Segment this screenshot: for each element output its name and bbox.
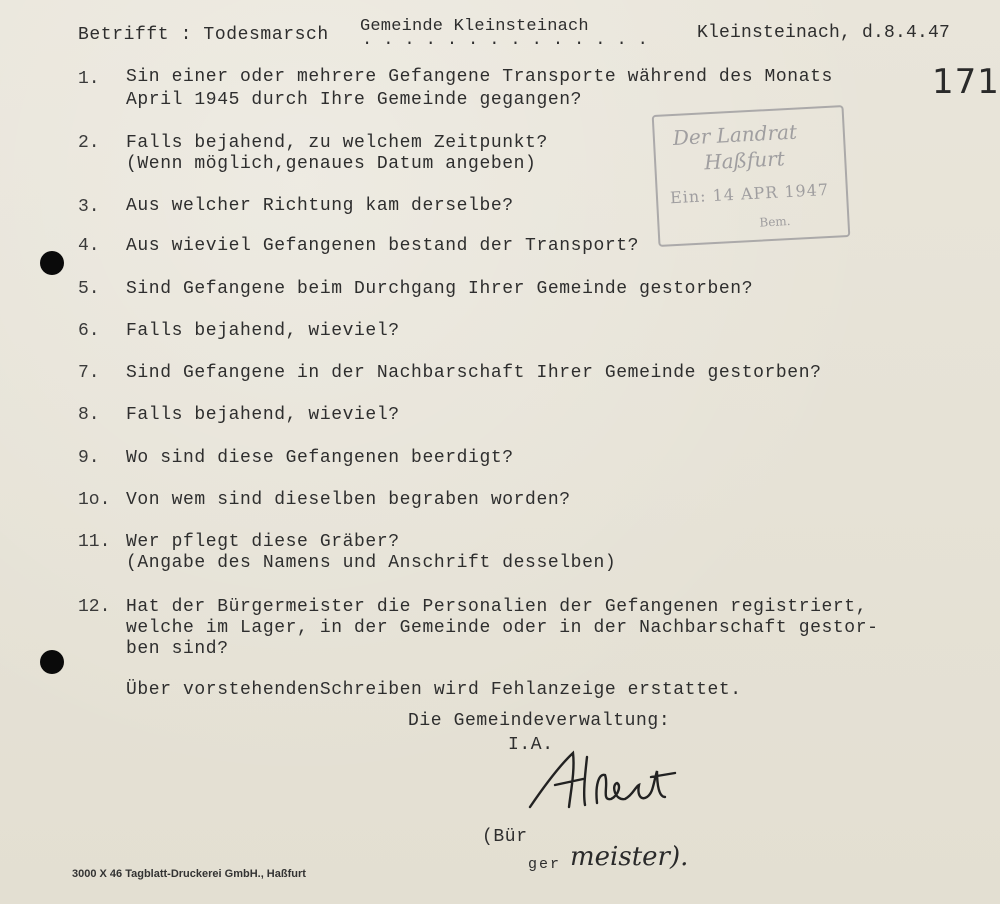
question-number: 9. (78, 448, 100, 468)
question-text: Sin einer oder mehrere Gefangene Transporte während des Monats (126, 67, 833, 87)
question-text: Wo sind diese Gefangenen beerdigt? (126, 448, 514, 468)
question-text: (Angabe des Namens und Anschrift desselben) (126, 553, 617, 573)
printer-imprint: 3000 X 46 Tagblatt-Druckerei GmbH., Haßfurt (72, 868, 306, 880)
question-text: (Wenn möglich,genaues Datum angeben) (126, 154, 537, 174)
question-text: Hat der Bürgermeister die Personalien der Gefangenen registriert, (126, 597, 868, 617)
question-text: Sind Gefangene in der Nachbarschaft Ihrer Gemeinde gestorben? (126, 363, 822, 383)
place-date: Kleinsteinach, d.8.4.47 (697, 23, 951, 43)
question-number: 5. (78, 279, 100, 299)
question-text: Aus wieviel Gefangenen bestand der Transport? (126, 236, 640, 256)
municipality-dots: . . . . . . . . . . . . . . (362, 31, 649, 50)
question-text: ben sind? (126, 639, 229, 659)
question-text: Aus welcher Richtung kam derselbe? (126, 196, 514, 216)
question-number: 12. (78, 597, 111, 617)
stamp-line-1: Der Landrat (672, 119, 798, 151)
mayor-label-ger: ger (528, 856, 562, 873)
question-text: April 1945 durch Ihre Gemeinde gegangen? (126, 90, 583, 110)
question-text: Sind Gefangene beim Durchgang Ihrer Gemeinde gestorben? (126, 279, 754, 299)
question-text: Falls bejahend, wieviel? (126, 405, 400, 425)
municipality-name: Gemeinde Kleinsteinach (360, 17, 589, 36)
administration-label: Die Gemeindeverwaltung: (408, 711, 671, 731)
question-text: Von wem sind dieselben begraben worden? (126, 490, 571, 510)
handwritten-signature (525, 745, 705, 820)
question-number: 8. (78, 405, 100, 425)
question-text: Falls bejahend, zu welchem Zeitpunkt? (126, 133, 548, 153)
stamp-date: Ein: 14 APR 1947 (669, 179, 830, 208)
mayor-label-start: (Bür (482, 827, 528, 847)
subject-line: Betrifft : Todesmarsch (78, 25, 329, 45)
stamp-line-2: Haßfurt (703, 146, 786, 175)
stamp-line-4: Bem. (759, 214, 791, 230)
punch-hole-bottom (40, 650, 64, 674)
question-number: 1o. (78, 490, 111, 510)
ia-label: I.A. (508, 735, 554, 755)
question-number: 1. (78, 69, 100, 89)
question-text: welche im Lager, in der Gemeinde oder in der Nachbarschaft gestor- (126, 618, 879, 638)
question-number: 4. (78, 236, 100, 256)
question-text: Wer pflegt diese Gräber? (126, 532, 400, 552)
question-number: 7. (78, 363, 100, 383)
received-stamp (652, 105, 851, 247)
page-number: 171 (932, 62, 1000, 102)
mayor-label-handwritten: meister). (570, 842, 689, 872)
nil-return-statement: Über vorstehendenSchreiben wird Fehlanzeige erstattet. (126, 680, 742, 700)
question-text: Falls bejahend, wieviel? (126, 321, 400, 341)
punch-hole-top (40, 251, 64, 275)
question-number: 6. (78, 321, 100, 341)
question-number: 3. (78, 197, 100, 217)
question-number: 11. (78, 532, 111, 552)
question-number: 2. (78, 133, 100, 153)
